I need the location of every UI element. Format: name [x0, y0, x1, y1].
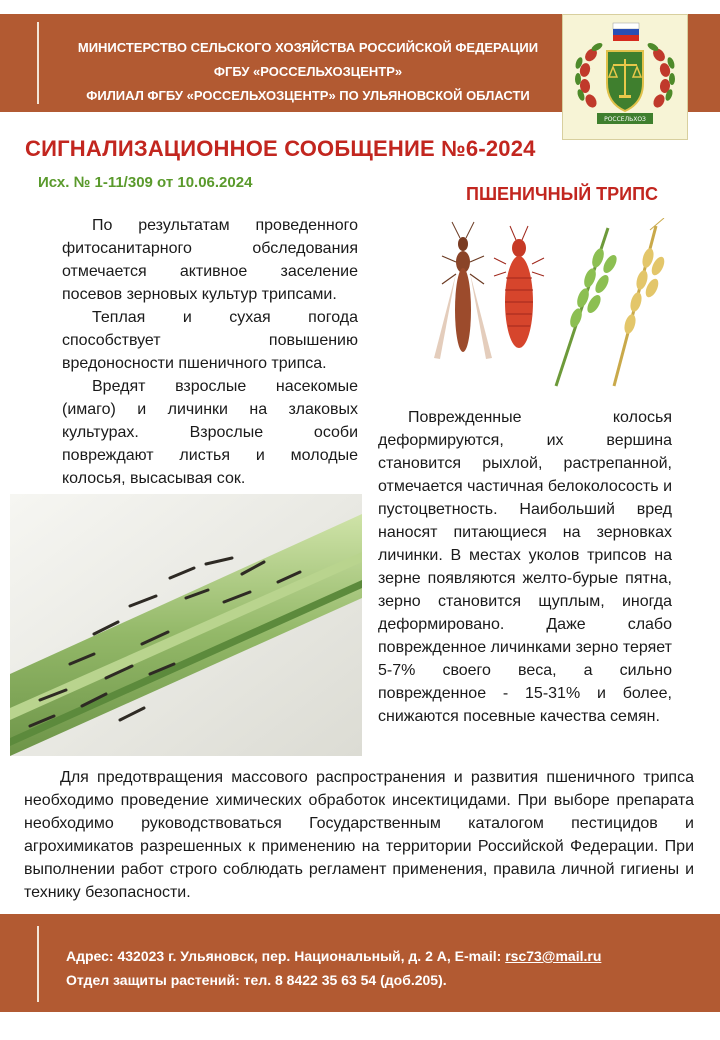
ministry-emblem	[562, 14, 688, 140]
ministry-emblem-icon	[563, 15, 687, 139]
header-divider	[37, 22, 39, 104]
header-line-branch: ФИЛИАЛ ФГБУ «РОССЕЛЬХОЗЦЕНТР» ПО УЛЬЯНОВСКОЙ ОБЛАСТИ	[86, 88, 530, 103]
paragraph-weather: Теплая и сухая погода способствует повышению вредоносности пшеничного трипса.	[62, 309, 358, 372]
wheat-ears-drawing	[556, 218, 667, 386]
paragraph-ear-damage: Поврежденные колосья деформируются, их вершина становится рыхлой, растрепанной, отмечается частичная белоколосость и пустоцветность. Наибольший вред наносят питающиеся на зерновках личинки. В местах уколов трипсов на зерне появляются желто-бурые пятна, зерно становится щуплым, иногда деформировано. Даже слабо поврежденное личинками зерно теряет 5-7% своего веса, а сильно поврежденное - 15-31% и более, снижаются посевные качества семян.	[378, 409, 672, 725]
header-line-ministry: МИНИСТЕРСТВО СЕЛЬСКОГО ХОЗЯЙСТВА РОССИЙСКОЙ ФЕДЕРАЦИИ	[77, 40, 539, 55]
document-reference: Исх. № 1-11/309 от 10.06.2024	[38, 174, 253, 191]
thrips-illustration	[418, 218, 670, 388]
left-text-column	[62, 214, 358, 490]
header-line-fgbu: ФГБУ «РОССЕЛЬХОЗЦЕНТР»	[213, 64, 403, 79]
thrips-on-stem-photo	[10, 494, 362, 756]
emblem-ribbon-text: РОССЕЛЬХОЗ	[604, 116, 646, 123]
header-text	[48, 36, 568, 108]
adult-thrips-drawing	[434, 222, 492, 359]
paragraph-damage: Вредят взрослые насекомые (имаго) и личинки на злаковых культурах. Взрослые особи повреждают листья и молодые колосья, высасывая сок.	[62, 378, 358, 487]
footer-address-line	[66, 944, 601, 968]
paragraph-survey: По результатам проведенного фитосанитарного обследования отмечается активное заселение посевов зерновых культур трипсами.	[62, 217, 358, 303]
page-title: СИГНАЛИЗАЦИОННОЕ СООБЩЕНИЕ №6-2024	[25, 136, 536, 161]
footer-band	[0, 914, 720, 1012]
pest-name: ПШЕНИЧНЫЙ ТРИПС	[466, 184, 659, 204]
footer-phone: Отдел защиты растений: тел. 8 8422 35 63 54 (доб.205).	[66, 972, 447, 988]
footer-address: Адрес: 432023 г. Ульяновск, пер. Национальный, д. 2 А, E-mail:	[66, 948, 506, 964]
larva-thrips-drawing	[494, 226, 544, 348]
paragraph-recommendations: Для предотвращения массового распространения и развития пшеничного трипса необходимо проведение химических обработок инсектицидами. При выборе препарата необходимо руководствоваться Государственным каталогом пестицидов и агрохимикатов разрешенных к применению на территории Российской Федерации. При выполнении работ строго соблюдать регламент применения, правила личной гигиены и технику безопасности.	[24, 769, 694, 901]
footer-email-link[interactable]: rsc73@mail.ru	[505, 948, 602, 964]
right-text-column	[378, 406, 672, 728]
footer-divider	[37, 926, 39, 1002]
footer-text	[66, 944, 601, 992]
